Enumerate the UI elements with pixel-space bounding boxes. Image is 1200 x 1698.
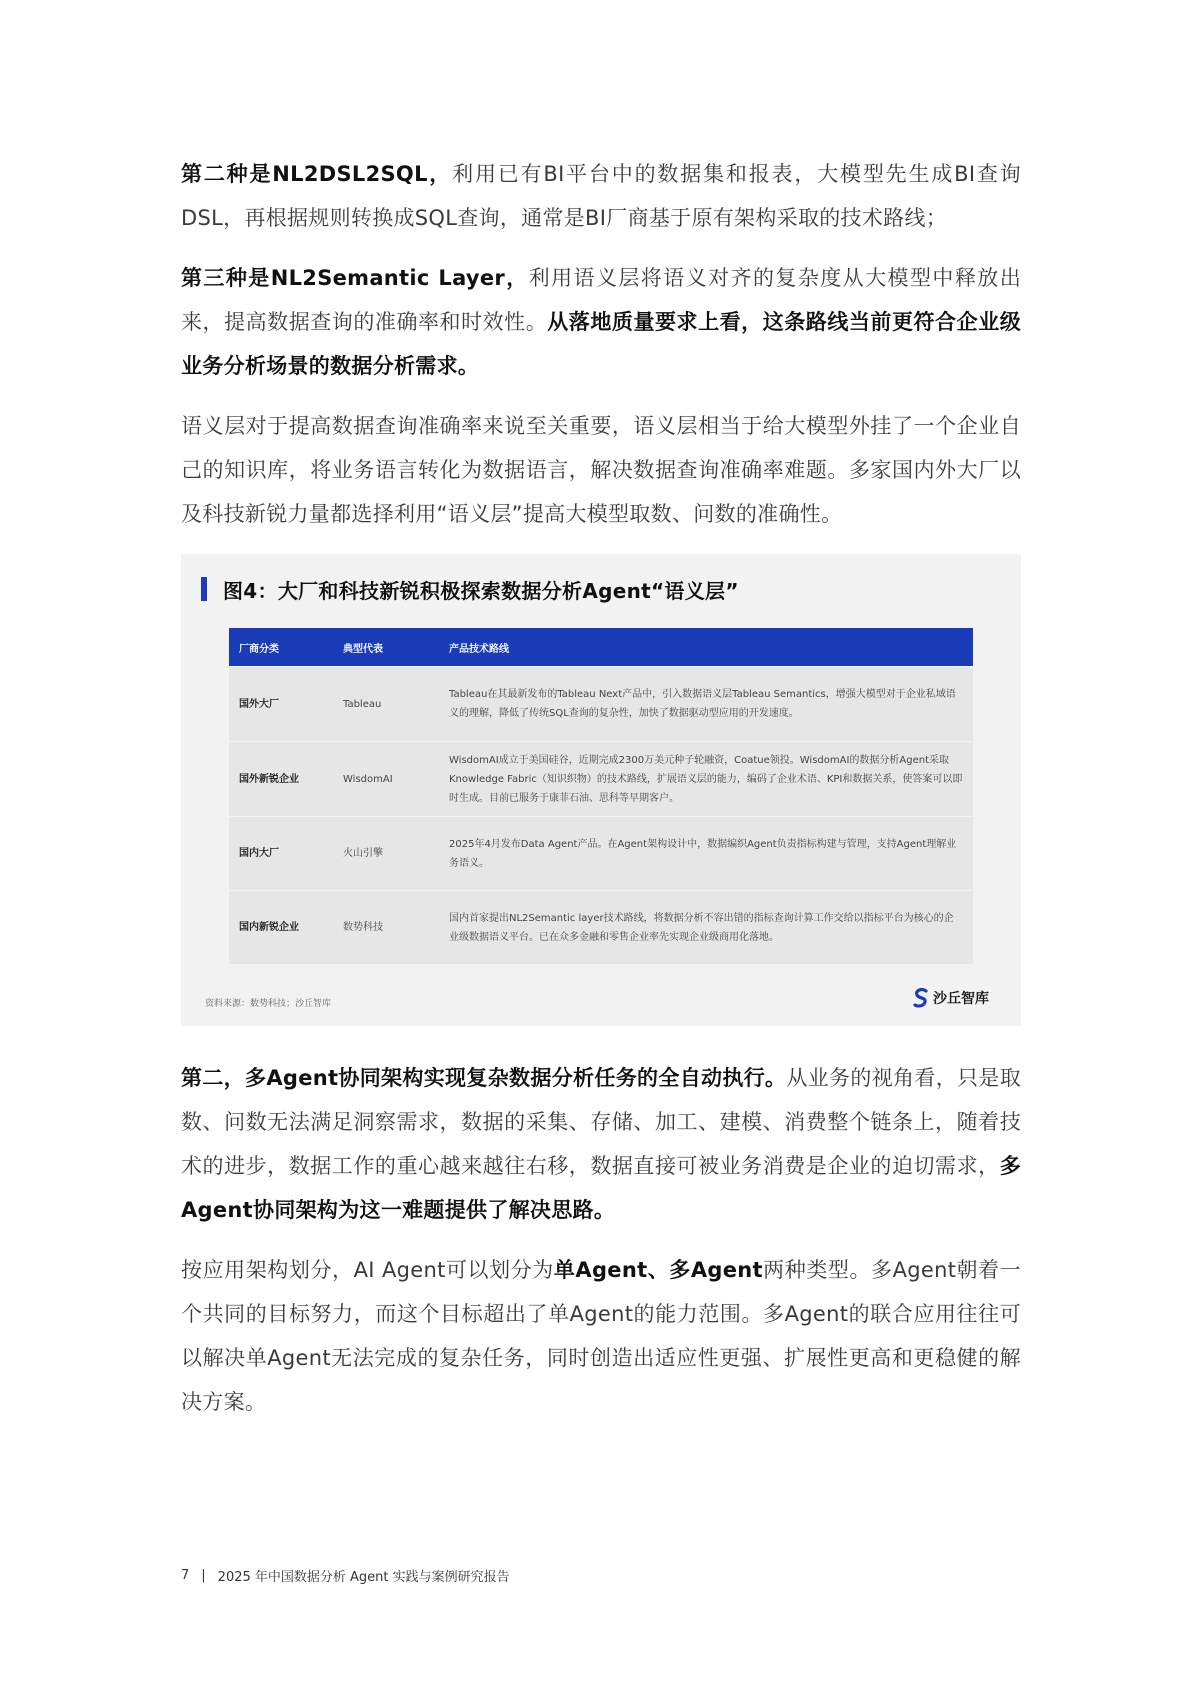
footer-separator: |	[201, 1568, 206, 1583]
paragraph-1-text: 利用已有BI平台中的数据集和报表，大模型先生成BI查询DSL，再根据规则转换成SQL查询，通常是BI厂商基于原有架构采取的技术路线；	[181, 162, 1021, 230]
paragraph-3-text: 语义层对于提高数据查询准确率来说至关重要，语义层相当于给大模型外挂了一个企业自己的知识库，将业务语言转化为数据语言，解决数据查询准确率难题。多家国内外大厂以及科技新锐力量都选择利用“语义层”提高大模型取数、问数的准确性。	[181, 414, 1021, 526]
table-cell-representative: 火山引擎	[333, 817, 439, 891]
shaqiu-logo-icon	[913, 988, 929, 1008]
shaqiu-logo-text: 沙丘智库	[933, 991, 989, 1007]
table-cell-route: Tableau在其最新发布的Tableau Next产品中，引入数据语义层Tableau Semantics，增强大模型对于企业私域语义的理解，降低了传统SQL查询的复杂性，加快了数据驱动型应用的开发速度。	[439, 667, 973, 742]
figure-4	[181, 554, 1021, 1026]
shaqiu-logo	[913, 988, 989, 1008]
figure-title	[201, 576, 739, 602]
page-content	[181, 152, 1021, 1440]
paragraph-4-bold-conclusion: 多Agent协同架构为这一难题提供了解决思路。	[181, 1154, 1021, 1222]
table-header-category: 厂商分类	[229, 628, 333, 667]
vendor-table	[229, 628, 973, 964]
paragraph-2-bold: 第三种是NL2Semantic Layer，	[181, 266, 529, 290]
table-row	[229, 667, 973, 742]
table-cell-category: 国外大厂	[229, 667, 333, 742]
report-title: 2025 年中国数据分析 Agent 实践与案例研究报告	[217, 1570, 510, 1585]
figure-source: 资料来源：数势科技；沙丘智库	[205, 999, 332, 1009]
paragraph-3	[181, 404, 1021, 536]
table-cell-route: 2025年4月发布Data Agent产品。在Agent架构设计中，数据编织Agent负责指标构建与管理，支持Agent理解业务语义。	[439, 817, 973, 891]
table-cell-representative: WisdomAI	[333, 742, 439, 817]
figure-title-text: 图4：大厂和科技新锐积极探索数据分析Agent“语义层”	[223, 578, 739, 603]
paragraph-2	[181, 256, 1021, 388]
figure-title-accent-bar	[201, 577, 207, 601]
paragraph-2-bold-conclusion: 从落地质量要求上看，这条路线当前更符合企业级业务分析场景的数据分析需求。	[181, 310, 1021, 378]
paragraph-5-text-2: 两种类型。多Agent朝着一个共同的目标努力，而这个目标超出了单Agent的能力范围。多Agent的联合应用往往可以解决单Agent无法完成的复杂任务，同时创造出适应性更强、扩展性更高和更稳健的解决方案。	[181, 1258, 1022, 1414]
table-row	[229, 742, 973, 817]
page-number: 7	[181, 1568, 190, 1583]
paragraph-4-bold: 第二，多Agent协同架构实现复杂数据分析任务的全自动执行。	[181, 1066, 787, 1090]
table-cell-representative: 数势科技	[333, 891, 439, 965]
page-footer	[181, 1566, 510, 1585]
paragraph-5-text-1: 按应用架构划分，AI Agent可以划分为	[181, 1258, 554, 1282]
table-header-representative: 典型代表	[333, 628, 439, 667]
table-header-route: 产品技术路线	[439, 628, 973, 667]
table-cell-route: WisdomAI成立于美国硅谷，近期完成2300万美元种子轮融资，Coatue领投。WisdomAI的数据分析Agent采取Knowledge Fabric（知识织物）的技术路线，扩展语义层的能力，编码了企业术语、KPI和数据关系，使答案可以即时生成。目前已服务于康菲石油、思科等早期客户。	[439, 742, 973, 817]
paragraph-1-bold: 第二种是NL2DSL2SQL，	[181, 162, 453, 186]
paragraph-5-bold: 单Agent、多Agent	[553, 1258, 763, 1282]
table-cell-representative: Tableau	[333, 667, 439, 742]
paragraph-4	[181, 1056, 1021, 1232]
table-row	[229, 891, 973, 965]
section-2	[181, 1056, 1021, 1424]
paragraph-1	[181, 152, 1021, 240]
table-cell-category: 国内大厂	[229, 817, 333, 891]
paragraph-5	[181, 1248, 1021, 1424]
paragraph-4-text: 从业务的视角看，只是取数、问数无法满足洞察需求，数据的采集、存储、加工、建模、消费整个链条上，随着技术的进步，数据工作的重心越来越往右移，数据直接可被业务消费是企业的迫切需求，	[181, 1066, 1021, 1178]
table-cell-category: 国内新锐企业	[229, 891, 333, 965]
table-row	[229, 817, 973, 891]
table-header-row	[229, 628, 973, 667]
table-cell-category: 国外新锐企业	[229, 742, 333, 817]
table-cell-route: 国内首家提出NL2Semantic layer技术路线，将数据分析不容出错的指标查询计算工作交给以指标平台为核心的企业级数据语义平台。已在众多金融和零售企业率先实现企业级商用化落地。	[439, 891, 973, 965]
paragraph-2-text: 利用语义层将语义对齐的复杂度从大模型中释放出来，提高数据查询的准确率和时效性。	[181, 266, 1021, 334]
